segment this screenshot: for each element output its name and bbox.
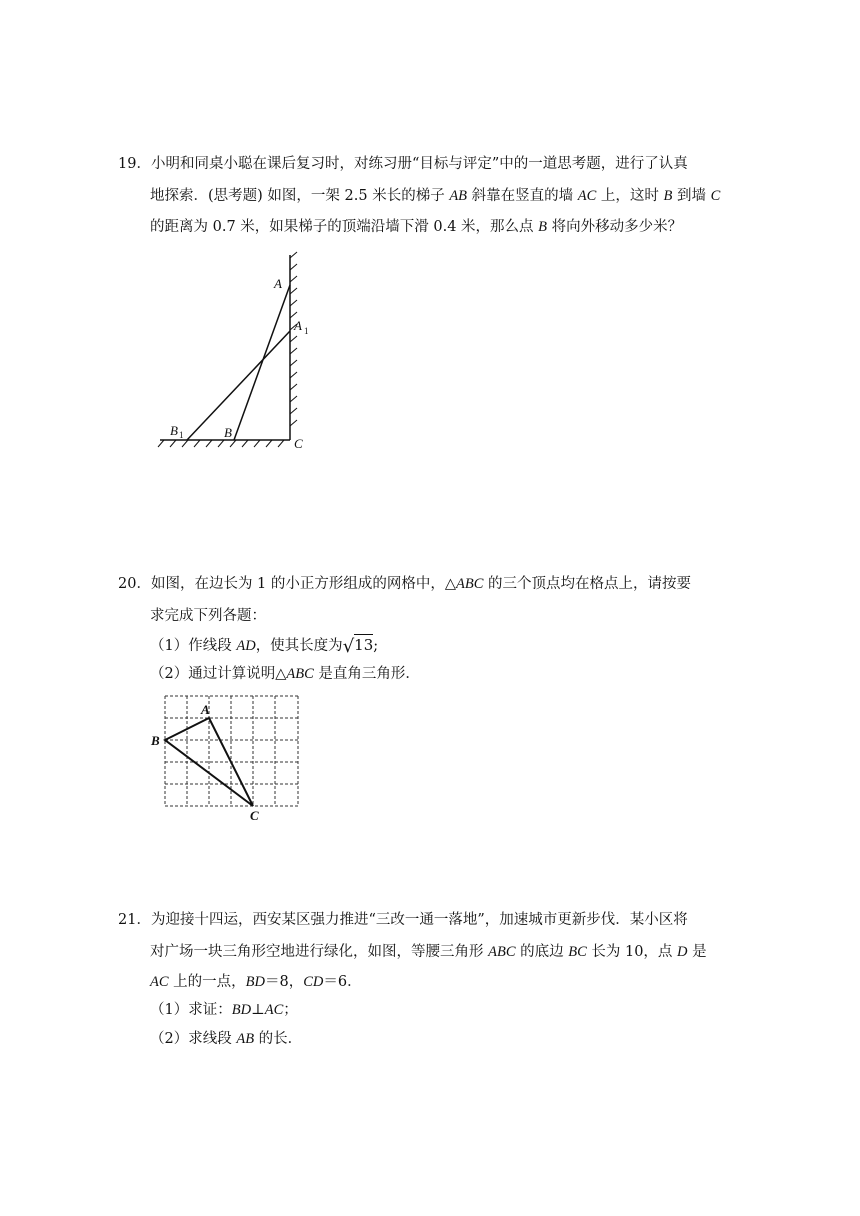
q21-line-4: （1）求证：BD⊥AC； (150, 1002, 298, 1018)
q19-line-2: 地探索．(思考题) 如图，一架 2.5 米长的梯子 AB 斜靠在竖直的墙 AC 上，这时 B 到墙 C (150, 188, 721, 204)
q20-line-3: （1）作线段 AD，使其长度为√13; (150, 636, 379, 657)
label-a: A (274, 276, 282, 291)
q21-line-2: 对广场一块三角形空地进行绿化，如图，等腰三角形 ABC 的底边 BC 长为 10，点 D 是 (150, 944, 707, 960)
ladder-ab (234, 285, 290, 440)
q21-line-3: AC 上的一点，BD＝8，CD＝6． (150, 974, 362, 990)
sqrt-radicand: 13 (354, 636, 374, 654)
ground-hatching (158, 440, 284, 447)
ladder-a1b1 (187, 331, 290, 440)
q19-number: 19． (118, 156, 151, 172)
q19-line-1: 19．小明和同桌小聪在课后复习时，对练习册“目标与评定”中的一道思考题，进行了认真 (118, 156, 688, 172)
label-a1-sub: 1 (304, 326, 309, 336)
label-a1: A (294, 318, 302, 333)
label-b: B (224, 425, 232, 440)
q20-line-4: （2）通过计算说明△ABC 是直角三角形． (150, 666, 420, 682)
wall-hatching (290, 252, 297, 426)
q19-line-3: 的距离为 0.7 米，如果梯子的顶端沿墙下滑 0.4 米，那么点 B 将向外移动多少米？ (150, 219, 683, 235)
q21-line-5: （2）求线段 AB 的长． (150, 1031, 303, 1047)
grid-label-c: C (250, 808, 259, 822)
grid-label-a: A (201, 702, 210, 717)
sqrt-symbol: √ (342, 636, 355, 657)
q19-ladder-figure (150, 250, 330, 460)
q20-number: 20． (118, 576, 151, 592)
label-b1-sub: 1 (179, 430, 184, 440)
q20-line-2: 求完成下列各题： (150, 608, 266, 624)
q20-line-1: 20．如图，在边长为 1 的小正方形组成的网格中，△ABC 的三个顶点均在格点上，请按要 (118, 576, 692, 592)
q21-number: 21． (118, 912, 151, 928)
q21-line-1: 21．为迎接十四运，西安某区强力推进“三改一通一落地”，加速城市更新步伐．某小区将 (118, 912, 688, 928)
grid-label-b: B (151, 733, 160, 748)
label-b1: B (170, 423, 178, 438)
q20-grid-figure (148, 690, 308, 822)
label-c: C (294, 436, 303, 451)
